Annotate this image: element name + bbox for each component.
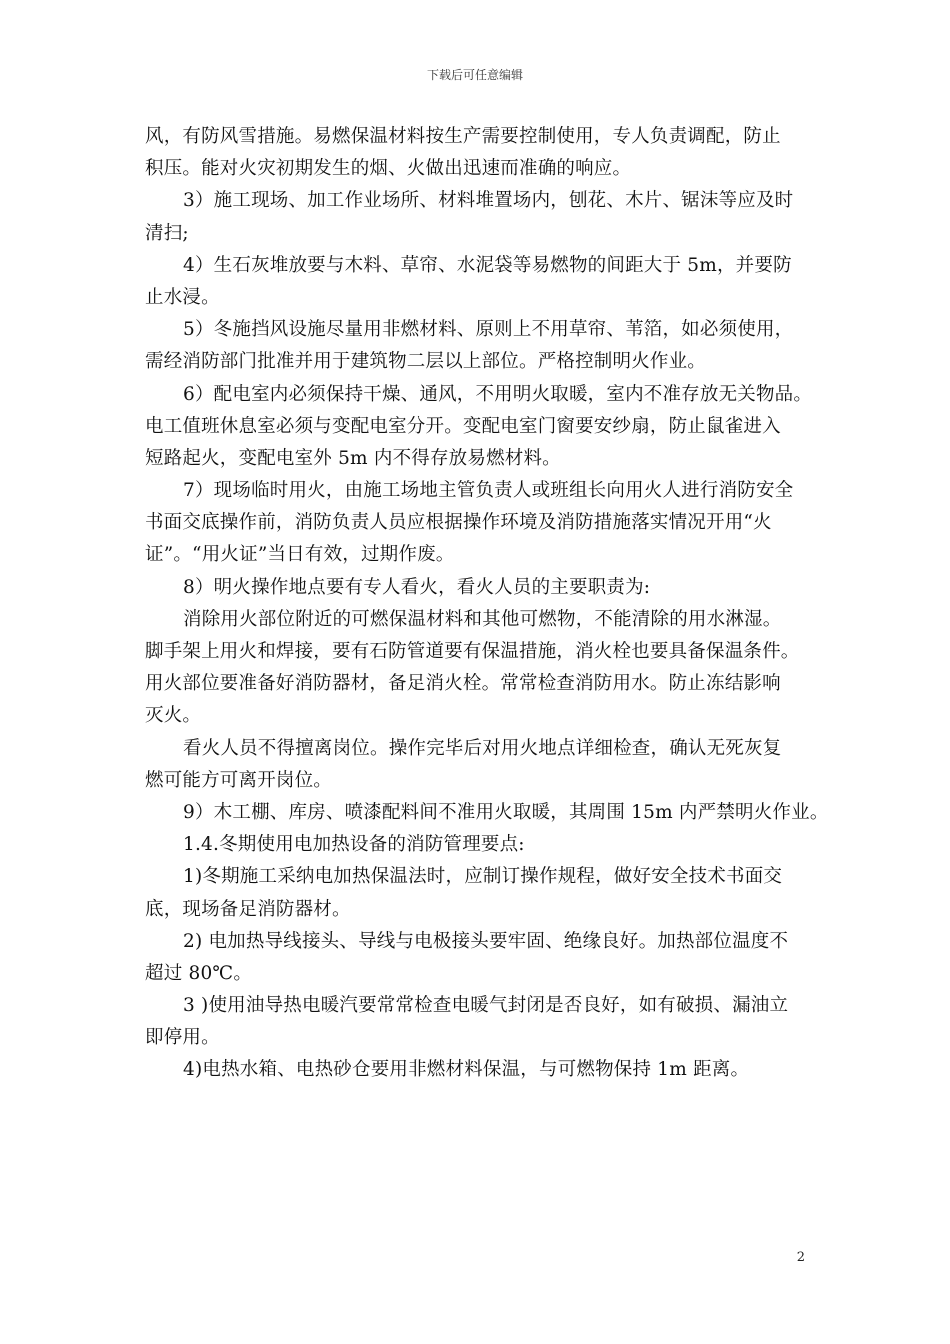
text-line: 清扫;	[145, 222, 189, 244]
text-line: 书面交底操作前，消防负责人员应根据操作环境及消防措施落实情况开用“火	[145, 512, 772, 534]
list-item-1: 1)冬期施工采纳电加热保温法时，应制订操作规程，做好安全技术书面交	[183, 866, 783, 888]
text-line: 风，有防风雪措施。易燃保温材料按生产需要控制使用，专人负责调配，防止	[145, 126, 781, 147]
section-heading: 1.4.冬期使用电加热设备的消防管理要点:	[183, 834, 525, 856]
list-item-5: 5）冬施挡风设施尽量用非燃材料、原则上不用草帘、苇箔，如必须使用，	[183, 319, 794, 341]
text-line: 底，现场备足消防器材。	[145, 898, 351, 920]
text-line: 积压。能对火灾初期发生的烟、火做出迅速而准确的响应。	[145, 158, 632, 180]
page-number: 2	[796, 1250, 805, 1265]
list-item-4b: 4)电热水箱、电热砂仓要用非燃材料保温，与可燃物保持 1m 距离。	[183, 1059, 750, 1081]
paragraph-start: 消除用火部位附近的可燃保温材料和其他可燃物，不能清除的用水淋湿。	[183, 608, 782, 630]
text-line: 证”。“用火证”当日有效，过期作废。	[145, 544, 455, 566]
text-line: 即停用。	[145, 1027, 220, 1049]
list-item-3: 3）施工现场、加工作业场所、材料堆置场内，刨花、木片、锯沫等应及时	[183, 190, 794, 212]
list-item-6: 6）配电室内必须保持干燥、通风，不用明火取暖，室内不准存放无关物品。	[183, 383, 813, 405]
text-line: 电工值班休息室必须与变配电室分开。变配电室门窗要安纱扇，防止鼠雀进入	[145, 415, 781, 437]
list-item-3b: 3 )使用油导热电暖汽要常常检查电暖气封闭是否良好，如有破损、漏油立	[183, 995, 789, 1017]
text-line: 灭火。	[145, 705, 202, 727]
page-header: 下载后可任意编辑	[426, 68, 523, 82]
list-item-2: 2) 电加热导线接头、导线与电极接头要牢固、绝缘良好。加热部位温度不	[183, 930, 789, 952]
text-line: 超过 80℃。	[145, 962, 253, 984]
list-item-4: 4）生石灰堆放要与木料、草帘、水泥袋等易燃物的间距大于 5m，并要防	[183, 254, 792, 276]
list-item-7: 7）现场临时用火，由施工场地主管负责人或班组长向用火人进行消防安全	[183, 480, 794, 502]
list-item-8: 8）明火操作地点要有专人看火，看火人员的主要职责为:	[183, 576, 651, 598]
text-line: 短路起火，变配电室外 5m 内不得存放易燃材料。	[145, 447, 561, 469]
paragraph-start: 看火人员不得擅离岗位。操作完毕后对用火地点详细检查，确认无死灰复	[183, 737, 782, 759]
text-line: 脚手架上用火和焊接，要有石防管道要有保温措施，消火栓也要具备保温条件。	[145, 641, 800, 662]
document-body	[145, 121, 829, 1087]
text-line: 燃可能方可离开岗位。	[145, 769, 333, 791]
text-line: 需经消防部门批准并用于建筑物二层以上部位。严格控制明火作业。	[145, 351, 707, 373]
text-line: 用火部位要准备好消防器材，备足消火栓。常常检查消防用水。防止冻结影响	[145, 673, 781, 695]
text-line: 止水浸。	[145, 286, 220, 308]
list-item-9: 9）木工棚、库房、喷漆配料间不准用火取暖，其周围 15m 内严禁明火作业。	[183, 801, 829, 823]
